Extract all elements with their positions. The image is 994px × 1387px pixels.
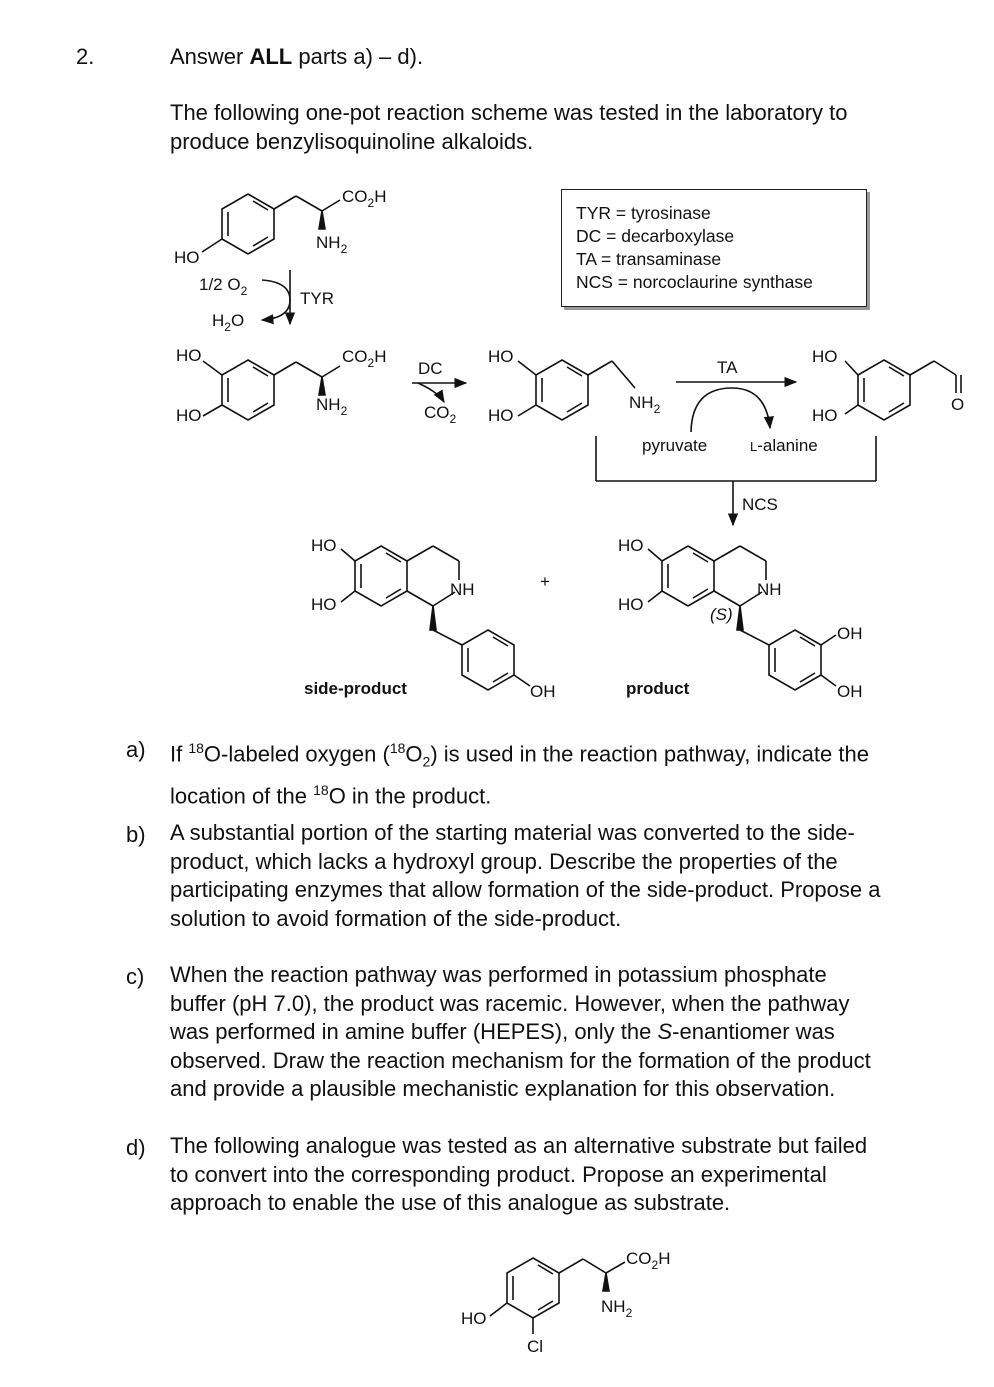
ta-arrow — [676, 382, 796, 432]
side-product-structure — [341, 546, 530, 690]
lead-paragraph: The following one-pot reaction scheme was tested in the laboratory to produce benzylisoquinoline alkaloids. — [170, 100, 848, 154]
product-nh: NH — [757, 580, 782, 599]
product-oh-top: OH — [837, 624, 863, 643]
part-a-label: a) — [126, 737, 146, 762]
part-b-text: A substantial portion of the starting material was converted to the side- product, which lacks a hydroxyl group. Describe the properties of the participating enzymes that allow formation of the side-product. Propose a solution to avoid formation of the side-product. — [170, 820, 881, 931]
product-structure — [648, 546, 836, 690]
tyrosine-ho: HO — [174, 248, 200, 267]
water-byproduct: $H_2O$ — [212, 311, 245, 334]
legend-item-tyr: TYR = tyrosinase — [576, 203, 711, 223]
side-product-ho-top: HO — [311, 536, 337, 555]
part-d-text: The following analogue was tested as an alternative substrate but failed to convert into the corresponding product. Propose an experimental approach to enable the use of this analogue as substrate. — [170, 1133, 868, 1215]
aldehyde-structure — [845, 360, 961, 420]
part-c-text: When the reaction pathway was performed in potassium phosphate buffer (pH 7.0), the product was racemic. However, when the pathway was performed in amine buffer (HEPES), only the S-enantiomer was observed. Draw the reaction mechanism for the formation of the product and provide a plausible mechanistic explanation for this observation. — [170, 962, 871, 1101]
part-b-label: b) — [126, 822, 146, 847]
dopa-co2h: $CO_2H$ — [342, 347, 387, 370]
side-product-oh: OH — [530, 682, 556, 701]
legend-item-ta: TA = transaminase — [576, 249, 722, 269]
instruction-bold: ALL — [249, 44, 293, 69]
legend-item-dc: DC = decarboxylase — [576, 226, 735, 246]
product-ho-bottom: HO — [618, 595, 644, 614]
product-label: product — [626, 679, 690, 698]
part-d-label: d) — [126, 1135, 146, 1160]
aldehyde-o: O — [951, 395, 965, 414]
tyr-label: TYR — [300, 289, 334, 308]
dopamine-structure — [518, 360, 635, 420]
question-instruction: Answer ALL parts a) – d). — [170, 44, 424, 69]
dopa-ho-bottom: HO — [176, 406, 202, 425]
analogue-co2h: $CO_2H$ — [626, 1249, 671, 1272]
dc-arrow — [412, 383, 466, 402]
ta-label: TA — [717, 358, 738, 377]
analogue-nh2: $NH_2$ — [601, 1297, 633, 1320]
ncs-bracket — [596, 436, 876, 525]
side-product-nh: NH — [450, 580, 475, 599]
dopa-nh2: $NH_2$ — [316, 395, 348, 418]
dopamine-ho-bottom: HO — [488, 406, 514, 425]
plus-sign: + — [540, 572, 550, 591]
part-a-text: If $^{18}$O-labeled oxygen $(^{18}O_2)$ is used in the reaction pathway, indicate the location of the $^{18}$O in the product. — [170, 740, 869, 809]
ncs-label: NCS — [742, 495, 778, 514]
pyruvate-label: pyruvate — [642, 436, 708, 455]
aldehyde-ho-bottom: HO — [812, 406, 838, 425]
product-ho-top: HO — [618, 536, 644, 555]
alanine-label: L-alanine — [750, 436, 818, 455]
tyrosine-nh2: $NH_2$ — [316, 233, 348, 256]
side-product-ho-bottom: HO — [311, 595, 337, 614]
tyr-arrow — [262, 270, 290, 324]
question-number: 2. — [76, 44, 95, 69]
analogue-cl: Cl — [527, 1337, 544, 1356]
analogue-ho: HO — [461, 1309, 487, 1328]
stereo-label: (S) — [710, 605, 733, 624]
dc-label: DC — [418, 359, 443, 378]
product-oh-bottom: OH — [837, 682, 863, 701]
legend-item-ncs: NCS = norcoclaurine synthase — [576, 272, 813, 292]
aldehyde-ho-top: HO — [812, 347, 838, 366]
dopamine-nh2: $NH_2$ — [629, 393, 661, 416]
dopamine-ho-top: HO — [488, 347, 514, 366]
dopa-ho-top: HO — [176, 346, 202, 365]
tyrosine-co2h: $CO_2H$ — [342, 187, 387, 210]
side-product-label: side-product — [304, 679, 407, 698]
oxygen-reagent: 1/2 $O_2$ — [199, 275, 248, 298]
analogue-structure — [440, 1232, 740, 1382]
part-c-label: c) — [126, 964, 145, 989]
co2-byproduct: $CO_2$ — [424, 403, 457, 426]
